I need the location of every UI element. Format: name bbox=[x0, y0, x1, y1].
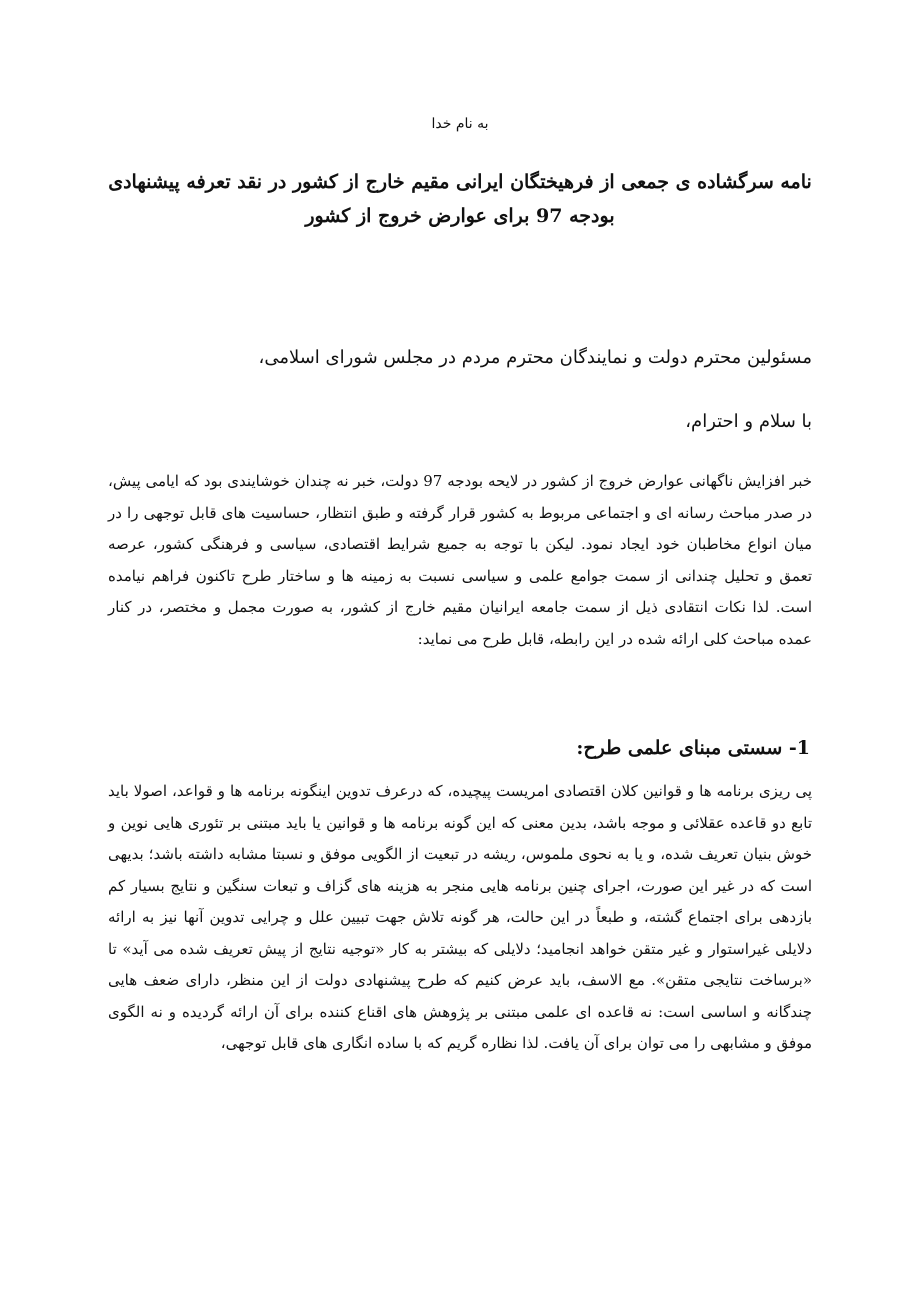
document-title: نامه سرگشاده ی جمعی از فرهیختگان ایرانی مقیم خارج از کشور در نقد تعرفه پیشنهادی بودجه 97 برای عوارض خروج از کشور bbox=[108, 171, 812, 227]
section-1-number: 1- bbox=[788, 737, 810, 759]
section-1-title: سستی مبنای علمی طرح: bbox=[576, 737, 783, 759]
intro-paragraph: خبر افزایش ناگهانی عوارض خروج از کشور در لایحه بودجه 97 دولت، خبر نه چندان خوشایندی بود که ایامی پیش، در صدر مباحث رسانه ای و اجتماعی مربوط به کشور قرار گرفته و طبق انتظار، حساسیت های قابل توجهی را در میان انواع مخاطبان خود ایجاد نمود. لیکن با توجه به جمیع شرایط اقتصادی، سیاسی و فرهنگی کشور، عرصه تعمق و تحلیل چندانی از سمت جوامع علمی و سیاسی نسبت به زمینه ها و ساختار طرح تاکنون فراهم نیامده است. لذا نکات انتقادی ذیل از سمت جامعه ایرانیان مقیم خارج از کشور، به صورت مجمل و مختصر، در کنار عمده مباحث کلی ارائه شده در این رابطه، قابل طرح می نماید: bbox=[108, 472, 812, 648]
section-1-paragraph: پی ریزی برنامه ها و قوانین کلان اقتصادی امریست پیچیده، که درعرف تدوین اینگونه برنامه ها و قواعد، اصولا باید تابع دو قاعده عقلائی و موجه باشد، بدین معنی که این گونه برنامه ها و قوانین یا باید مبتنی بر تئوری هایی نوین و خوش بنیان تعریف شده، و یا به نحوی ملموس، ریشه در تبعیت از الگویی موفق و نسبتا مشابه داشته باشد؛ بدیهی است که در غیر این صورت، اجرای چنین برنامه هایی منجر به هزینه های گزاف و تبعات سنگین و نتایج بسیار کم بازدهی برای اجتماع گشته، و طبعاً در این حالت، هر گونه تلاش جهت تبیین علل و چرایی تدوین آنها نیز به ارائه دلایلی غیراستوار و غیر متقن خواهد انجامید؛ دلایلی که بیشتر به کار «توجیه نتایج از پیش تعریف شده می آید» تا «برساخت نتایجی متقن». مع الاسف، باید عرض کنیم که طرح پیشنهادی دولت از این منظر، دارای ضعف هایی چندگانه و اساسی است: نه قاعده ای علمی مبتنی بر پژوهش های اقناع کننده برای آن ارائه گردیده و نه الگوی موفق و مشابهی را می توان برای آن یافت. لذا نظاره گریم که با ساده انگاری های قابل توجهی، bbox=[108, 782, 812, 1052]
basmala-heading: به نام خدا bbox=[431, 116, 489, 132]
section-1-heading bbox=[110, 733, 810, 763]
greeting-line: با سلام و احترام، bbox=[685, 411, 812, 432]
salutation-line: مسئولین محترم دولت و نمایندگان محترم مردم در مجلس شورای اسلامی، bbox=[258, 347, 812, 368]
